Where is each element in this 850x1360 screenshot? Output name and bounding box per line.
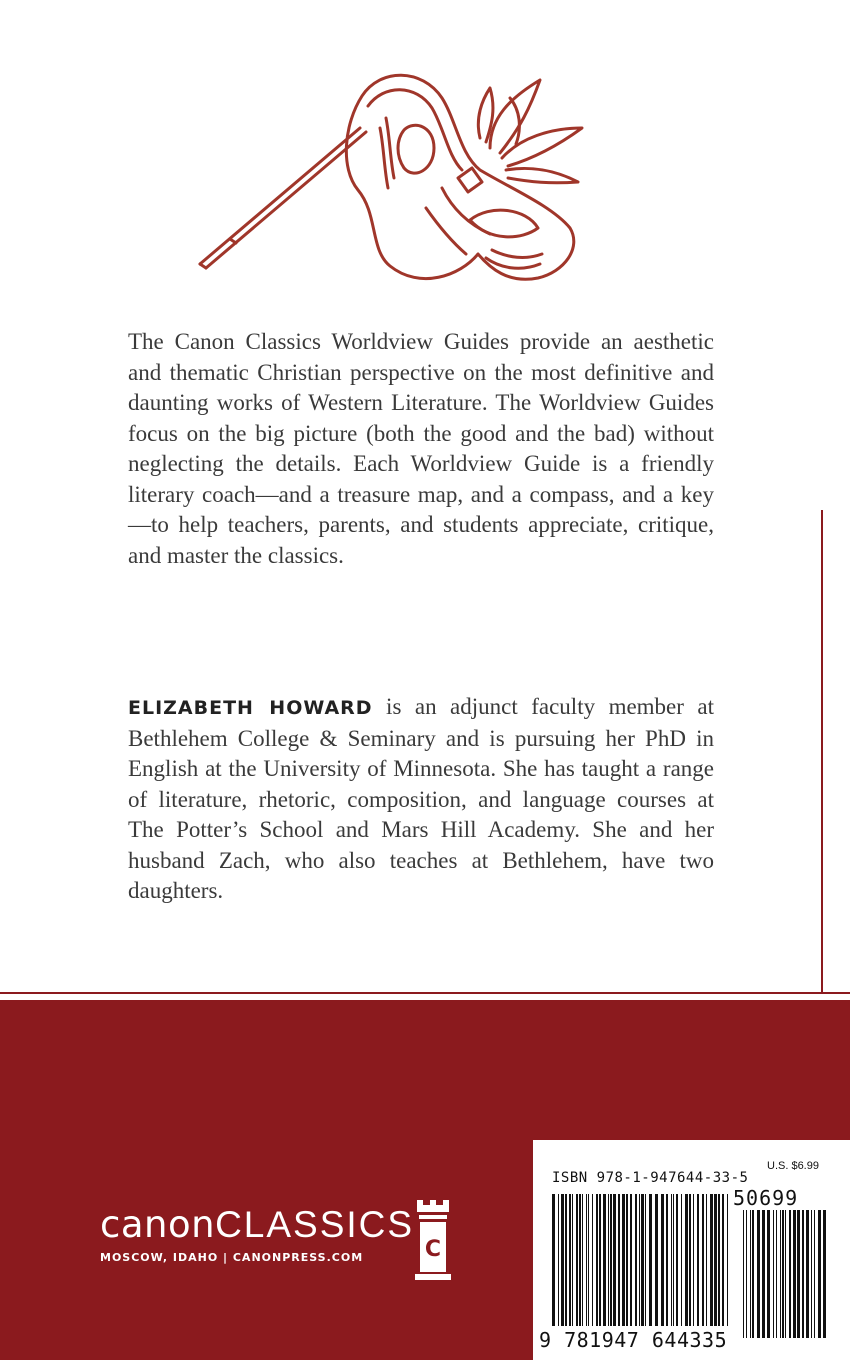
isbn-text: ISBN 978-1-947644-33-5 — [552, 1170, 749, 1186]
masquerade-mask-icon — [190, 58, 590, 298]
barcode-bar — [752, 1210, 754, 1338]
barcode-bar — [610, 1194, 612, 1326]
barcode-bar — [780, 1210, 781, 1338]
barcode-bar — [572, 1194, 573, 1326]
author-name: ELIZABETH HOWARD — [128, 697, 373, 719]
barcode-bar — [655, 1194, 658, 1326]
publisher-logo — [100, 1205, 414, 1264]
barcode-bar — [806, 1210, 809, 1338]
barcode-bar — [782, 1210, 784, 1338]
barcode-bar — [773, 1210, 774, 1338]
barcode-bar — [802, 1210, 804, 1338]
publisher-name-part1: canon — [100, 1203, 216, 1246]
barcode-bar — [626, 1194, 628, 1326]
barcode-bar — [722, 1194, 724, 1326]
barcode-bar — [767, 1210, 770, 1338]
ean-barcode — [552, 1194, 730, 1326]
barcode-bar — [676, 1194, 678, 1326]
barcode-bar — [762, 1210, 765, 1338]
barcode-bar — [639, 1194, 640, 1326]
author-bio-text: is an adjunct faculty member at Bethlehem College & Seminary and is pursuing her PhD in English at the University of Minnesota. She has taught a range of literature, rhetoric, composition, and language courses at The Potter’s School and Mars Hill Academy. She and her husband Zach, who also teaches at Bethlehem, have two daughters. — [128, 694, 715, 903]
tower-letter: C — [424, 1237, 442, 1262]
price-code: 50699 — [733, 1186, 799, 1210]
barcode-bar — [561, 1194, 564, 1326]
barcode-bar — [714, 1194, 717, 1326]
barcode-bar — [569, 1194, 571, 1326]
barcode-bar — [814, 1210, 815, 1338]
barcode-bar — [697, 1194, 699, 1326]
barcode-bar — [599, 1194, 601, 1326]
barcode-bar — [576, 1194, 578, 1326]
publisher-tagline: MOSCOW, IDAHO | CANONPRESS.COM — [100, 1251, 364, 1264]
barcode-bar — [641, 1194, 644, 1326]
publisher-wordmark — [100, 1205, 414, 1245]
barcode-bar — [706, 1194, 707, 1326]
barcode-panel — [533, 1140, 850, 1360]
barcode-bar — [630, 1194, 632, 1326]
barcode-bar — [750, 1210, 751, 1338]
side-rule — [821, 510, 823, 994]
barcode-bar — [710, 1194, 713, 1326]
barcode-bar — [746, 1210, 747, 1338]
barcode-bar — [693, 1194, 694, 1326]
barcode-bar — [818, 1210, 821, 1338]
barcode-bar — [592, 1194, 593, 1326]
barcode-bar — [671, 1194, 672, 1326]
barcode-bar — [645, 1194, 646, 1326]
addon-barcode — [743, 1210, 827, 1338]
barcode-bar — [603, 1194, 606, 1326]
barcode-bar — [702, 1194, 704, 1326]
barcode-bar — [689, 1194, 691, 1326]
barcode-bar — [743, 1210, 744, 1338]
barcode-bar — [718, 1194, 720, 1326]
price-label: U.S. $6.99 — [767, 1160, 819, 1172]
barcode-bar — [622, 1194, 625, 1326]
barcode-bar — [797, 1210, 800, 1338]
barcode-bar — [618, 1194, 620, 1326]
barcode-bar — [673, 1194, 674, 1326]
barcode-bar — [666, 1194, 668, 1326]
barcode-bar — [558, 1194, 559, 1326]
tower-icon — [411, 1196, 455, 1282]
barcode-bar — [579, 1194, 581, 1326]
barcode-bar — [586, 1194, 587, 1326]
series-description: The Canon Classics Worldview Guides provide an aesthetic and thematic Christian perspective on the most definitive and daunting works of Western Literature. The Worldview Guides focus on the big picture (both the good and the bad) without neglecting the details. Each Worldview Guide is a friendly literary coach—and a treasure map, and a compass, and a key—to help teachers, parents, and students appreciate, critique, and master the classics. — [128, 329, 714, 568]
publisher-name-part2: CLASSICS — [215, 1204, 415, 1245]
barcode-bar — [588, 1194, 589, 1326]
ean-number: 9 781947 644335 — [539, 1328, 728, 1352]
barcode-bar — [823, 1210, 826, 1338]
barcode-bar — [789, 1210, 791, 1338]
barcode-bar — [635, 1194, 637, 1326]
barcode-bar — [811, 1210, 812, 1338]
barcode-bar — [565, 1194, 567, 1326]
barcode-bar — [785, 1210, 786, 1338]
barcode-bar — [776, 1210, 777, 1338]
barcode-bar — [649, 1194, 652, 1326]
barcode-bar — [727, 1194, 728, 1326]
barcode-bar — [685, 1194, 688, 1326]
barcode-bar — [608, 1194, 609, 1326]
barcode-bar — [681, 1194, 682, 1326]
barcode-bar — [793, 1210, 796, 1338]
barcode-bar — [757, 1210, 760, 1338]
barcode-bar — [552, 1194, 555, 1326]
barcode-bar — [596, 1194, 598, 1326]
author-bio — [128, 692, 714, 907]
barcode-bar — [582, 1194, 583, 1326]
barcode-bar — [613, 1194, 616, 1326]
barcode-bar — [661, 1194, 664, 1326]
